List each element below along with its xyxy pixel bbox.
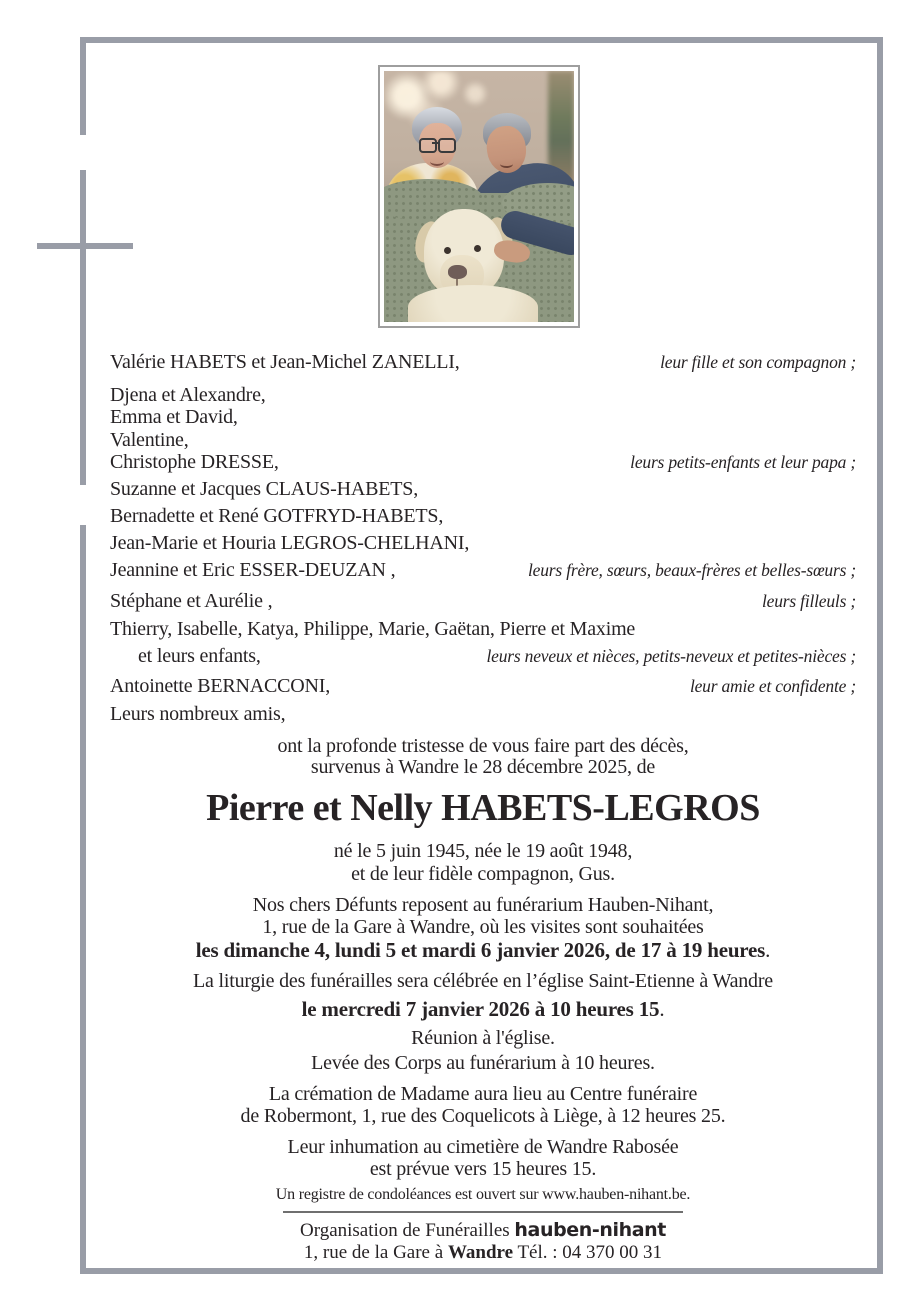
liturgy-date-line (83, 997, 883, 1022)
frame-left-line-segment-1 (80, 37, 86, 135)
birth-dates-line: né le 5 juin 1945, née le 19 août 1948, (333, 840, 633, 862)
photo-dog-chest (408, 285, 538, 322)
hauben-nihant-logo: hauben-nihant (514, 1219, 666, 1241)
visits-dates-bold: les dimanche 4, lundi 5 et mardi 6 janvier 2026, de 17 à 19 heures (195, 938, 766, 962)
cross-icon (37, 243, 133, 249)
frame-left-line-segment-2 (80, 170, 86, 485)
organisation-line (83, 1219, 883, 1242)
family-name: et leurs enfants, (138, 645, 261, 667)
family-line (110, 429, 856, 452)
family-line (110, 590, 856, 613)
inhumation-line1: Leur inhumation au cimetière de Wandre Rabosée (287, 1136, 679, 1158)
family-line (110, 384, 856, 407)
photo-woman-glasses-bridge (432, 142, 439, 144)
relationship-label: leur amie et confidente ; (689, 676, 856, 696)
cremation-line2: de Robermont, 1, rue des Coquelicots à Liège, à 12 heures 25. (240, 1105, 726, 1127)
liturgy-line: La liturgie des funérailles sera célébrée en l’église Saint-Etienne à Wandre (193, 970, 773, 992)
memorial-photo-frame (378, 65, 580, 328)
photo-dog-eye-left (444, 247, 451, 254)
relationship-label: leur fille et son compagnon ; (660, 352, 856, 372)
liturgy-date-period: . (659, 997, 665, 1021)
memorial-photo-couple-with-dog (384, 71, 574, 322)
family-name: Djena et Alexandre, (110, 384, 266, 406)
photo-woman-glasses-right (438, 138, 456, 153)
relationship-label: leurs filleuls ; (761, 591, 856, 611)
levee-line: Levée des Corps au funérarium à 10 heures. (311, 1052, 655, 1074)
relationship-label: leurs neveux et nièces, petits-neveux et petites-nièces ; (486, 646, 856, 666)
family-name: Valentine, (110, 429, 189, 451)
photo-man-smile (500, 160, 513, 168)
companion-line: et de leur fidèle compagnon, Gus. (351, 863, 615, 885)
family-name: Thierry, Isabelle, Katya, Philippe, Marie, Gaëtan, Pierre et Maxime (110, 618, 636, 640)
relationship-label: leurs frère, sœurs, beaux-frères et belles-sœurs ; (528, 560, 856, 580)
photo-woman-smile (430, 157, 444, 166)
visits-dates-period: . (765, 938, 771, 962)
address-phone: Tél. : 04 370 00 31 (513, 1242, 663, 1263)
family-name: Jean-Marie et Houria LEGROS-CHELHANI, (110, 532, 470, 554)
address-prefix: 1, rue de la Gare à (303, 1242, 448, 1263)
cremation-line1: La crémation de Madame aura lieu au Centre funéraire (268, 1083, 698, 1105)
family-line (110, 451, 856, 474)
family-line (110, 532, 856, 555)
family-line (110, 351, 856, 374)
announcement-intro-line1: ont la profonde tristesse de vous faire part des décès, (277, 735, 689, 757)
family-name: Leurs nombreux amis, (110, 703, 286, 725)
address-phone-line (83, 1242, 883, 1264)
photo-dog-eye-right (474, 245, 481, 252)
church-meeting-line: Réunion à l'église. (411, 1027, 555, 1049)
photo-woman-glasses-left (419, 138, 437, 153)
family-name: Emma et David, (110, 406, 238, 428)
family-name: Christophe DRESSE, (110, 451, 279, 473)
organisation-label: Organisation de Funérailles (300, 1220, 510, 1241)
family-line (110, 478, 856, 501)
frame-bottom-line (80, 1268, 883, 1274)
frame-top-line (80, 37, 883, 43)
repose-line2: 1, rue de la Gare à Wandre, où les visites sont souhaitées (262, 916, 704, 938)
family-line (110, 675, 856, 698)
address-city: Wandre (447, 1242, 514, 1263)
announcement-intro-line2: survenus à Wandre le 28 décembre 2025, de (310, 756, 656, 778)
family-line (110, 559, 856, 582)
relationship-label: leurs petits-enfants et leur papa ; (630, 452, 856, 472)
condolence-register-line: Un registre de condoléances est ouvert sur www.hauben-nihant.be. (275, 1186, 691, 1203)
family-line (110, 406, 856, 429)
family-name: Jeannine et Eric ESSER-DEUZAN , (110, 559, 396, 581)
family-name: Valérie HABETS et Jean-Michel ZANELLI, (110, 351, 460, 373)
family-line (110, 505, 856, 528)
family-name: Suzanne et Jacques CLAUS-HABETS, (110, 478, 418, 500)
family-name: Stéphane et Aurélie , (110, 590, 273, 612)
family-line (110, 618, 856, 641)
liturgy-date-bold: le mercredi 7 janvier 2026 à 10 heures 15 (301, 997, 660, 1021)
family-line (110, 703, 856, 726)
deceased-names-title: Pierre et Nelly HABETS-LEGROS (206, 787, 760, 829)
inhumation-line2: est prévue vers 15 heures 15. (369, 1158, 597, 1180)
visits-dates-line (83, 938, 883, 963)
family-line (110, 645, 856, 668)
family-name: Antoinette BERNACCONI, (110, 675, 331, 697)
family-name: Bernadette et René GOTFRYD-HABETS, (110, 505, 444, 527)
photo-dog-nose (448, 265, 467, 279)
repose-line1: Nos chers Défunts reposent au funérarium Hauben-Nihant, (252, 894, 714, 916)
footer-divider-line (283, 1211, 683, 1213)
